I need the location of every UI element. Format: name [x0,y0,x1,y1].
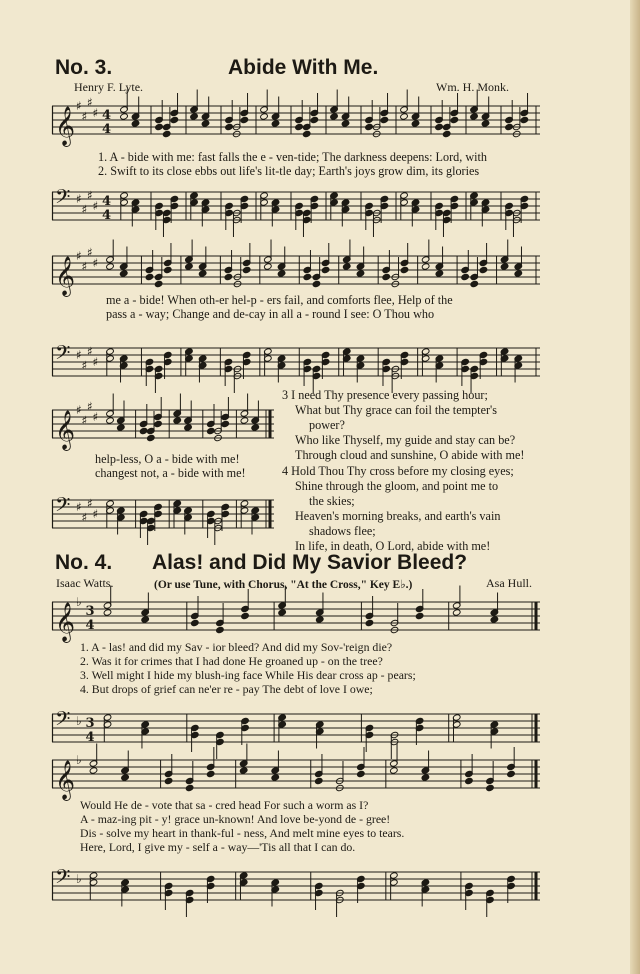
svg-text:𝄢: 𝄢 [55,341,71,369]
verse-line: shadows flee; [309,524,376,538]
svg-text:♯: ♯ [81,202,88,217]
svg-text:4: 4 [102,194,112,209]
music-staff [52,595,540,642]
music-staff [52,494,274,536]
svg-text:𝄞: 𝄞 [55,602,76,642]
verse-line: Who like Thyself, my guide and stay can be? [295,433,516,447]
verse-line: Through cloud and sunshine, O abide with me! [295,448,525,462]
svg-text:♯: ♯ [76,99,82,113]
music-staff [52,866,540,908]
svg-text:♯: ♯ [87,344,93,359]
svg-text:♯: ♯ [76,249,82,263]
svg-text:♯: ♯ [87,399,93,414]
svg-text:♯: ♯ [81,358,88,373]
verse-line: Heaven's morning breaks, and earth's vain [295,509,501,523]
svg-text:4: 4 [102,122,112,137]
svg-text:♯: ♯ [92,507,99,521]
svg-text:♯: ♯ [76,403,82,417]
svg-text:♯: ♯ [76,500,82,514]
music-staff [52,95,540,146]
lyric-line: pass a - way; Change and de-cay in all a - round I see: O Thou who [106,307,435,321]
verse-line: What but Thy grace can foil the tempter's [295,403,497,417]
svg-text:𝄢: 𝄢 [55,865,71,893]
verse-4 [282,464,514,554]
svg-text:♭: ♭ [76,753,82,767]
lyric-line: changest not, a - bide with me! [95,466,246,480]
verse-line: the skies; [309,494,355,508]
hymn-author: Henry F. Lyte. [74,80,144,94]
verse-number: 3 [282,388,289,402]
music-staff [52,753,540,800]
svg-text:♯: ♯ [87,188,93,203]
svg-text:♯: ♯ [81,413,88,428]
svg-text:𝄢: 𝄢 [55,707,71,735]
lyric-line: help-less, O a - bide with me! [95,452,240,466]
lyric-line: 2. Swift to its close ebbs out life's lit-tle day; Earth's joys grow dim, its glories [98,164,480,178]
music-staff [52,245,540,296]
svg-text:♯: ♯ [81,259,88,274]
svg-text:♯: ♯ [76,348,82,362]
lyric-line: 2. Was it for crimes that I had done He groaned up - on the tree? [80,654,383,668]
lyric-line: A - maz-ing pit - y! grace un-known! And love be-yond de - gree! [80,812,391,826]
svg-text:♯: ♯ [92,199,99,213]
svg-text:𝄞: 𝄞 [55,256,76,296]
svg-text:♭: ♭ [76,595,82,609]
svg-text:4: 4 [85,730,95,745]
verse-number: 4 [282,464,289,478]
lyric-line: me a - bide! When oth-er hel-p - ers fail, and comforts flee, Help of the [106,293,453,307]
svg-text:♯: ♯ [87,245,93,260]
svg-text:♯: ♯ [81,109,88,124]
verse-line: power? [309,418,345,432]
svg-text:♯: ♯ [87,496,93,511]
hymn-number: No. 4. [55,551,113,574]
svg-text:𝄞: 𝄞 [55,760,76,800]
svg-text:♯: ♯ [87,95,93,110]
hymn-number: No. 3. [55,56,113,79]
tune-note: (Or use Tune, with Chorus, "At the Cross," Key E♭.) [154,579,413,591]
verse-line: Shine through the gloom, and point me to [295,479,499,493]
lyric-line: 1. A - las! and did my Sav - ior bleed? And did my Sov-'reign die? [80,640,393,654]
verse-3 [282,388,525,463]
music-staff [52,708,540,750]
page-edge [630,0,640,974]
svg-text:3: 3 [85,716,95,731]
svg-text:𝄢: 𝄢 [55,185,71,213]
music-staff [52,399,274,450]
svg-text:3: 3 [85,604,95,619]
music-staff [52,186,540,228]
svg-text:4: 4 [102,108,112,123]
svg-text:♭: ♭ [76,714,82,728]
svg-text:♯: ♯ [92,355,99,369]
svg-text:4: 4 [85,618,95,633]
svg-text:𝄞: 𝄞 [55,410,76,450]
hymn-title: Alas! and Did My Savior Bleed? [152,551,468,574]
svg-text:♯: ♯ [92,106,99,120]
svg-text:𝄢: 𝄢 [55,493,71,521]
svg-text:♯: ♯ [76,192,82,206]
verse-line: I need Thy presence every passing hour; [291,388,488,402]
svg-text:♯: ♯ [92,256,99,270]
music-staff [52,342,540,384]
lyric-line: Here, Lord, I give my - self a - way—'Tis all that I can do. [80,840,356,854]
lyric-line: 1. A - bide with me: fast falls the e - ven-tide; The darkness deepens: Lord, with [98,150,487,164]
svg-text:♯: ♯ [92,410,99,424]
lyric-line: Would He de - vote that sa - cred head For such a worm as I? [80,798,369,812]
hymn-composer: Asa Hull. [486,576,532,590]
lyric-line: Dis - solve my heart in thank-ful - ness, And melt mine eyes to tears. [80,826,405,840]
verse-line: Hold Thou Thy cross before my closing eyes; [291,464,514,478]
hymn-composer: Wm. H. Monk. [436,80,509,94]
hymn-title: Abide With Me. [228,56,379,79]
hymn-author: Isaac Watts. [56,576,114,590]
svg-text:♯: ♯ [81,510,88,525]
svg-text:♭: ♭ [76,872,82,886]
lyric-line: 3. Well might I hide my blush-ing face While His dear cross ap - pears; [80,668,416,682]
svg-text:𝄞: 𝄞 [55,106,76,146]
svg-text:4: 4 [102,208,112,223]
lyric-line: 4. But drops of grief can ne'er re - pay The debt of love I owe; [80,682,373,696]
verse-line: In life, in death, O Lord, abide with me! [295,539,491,553]
